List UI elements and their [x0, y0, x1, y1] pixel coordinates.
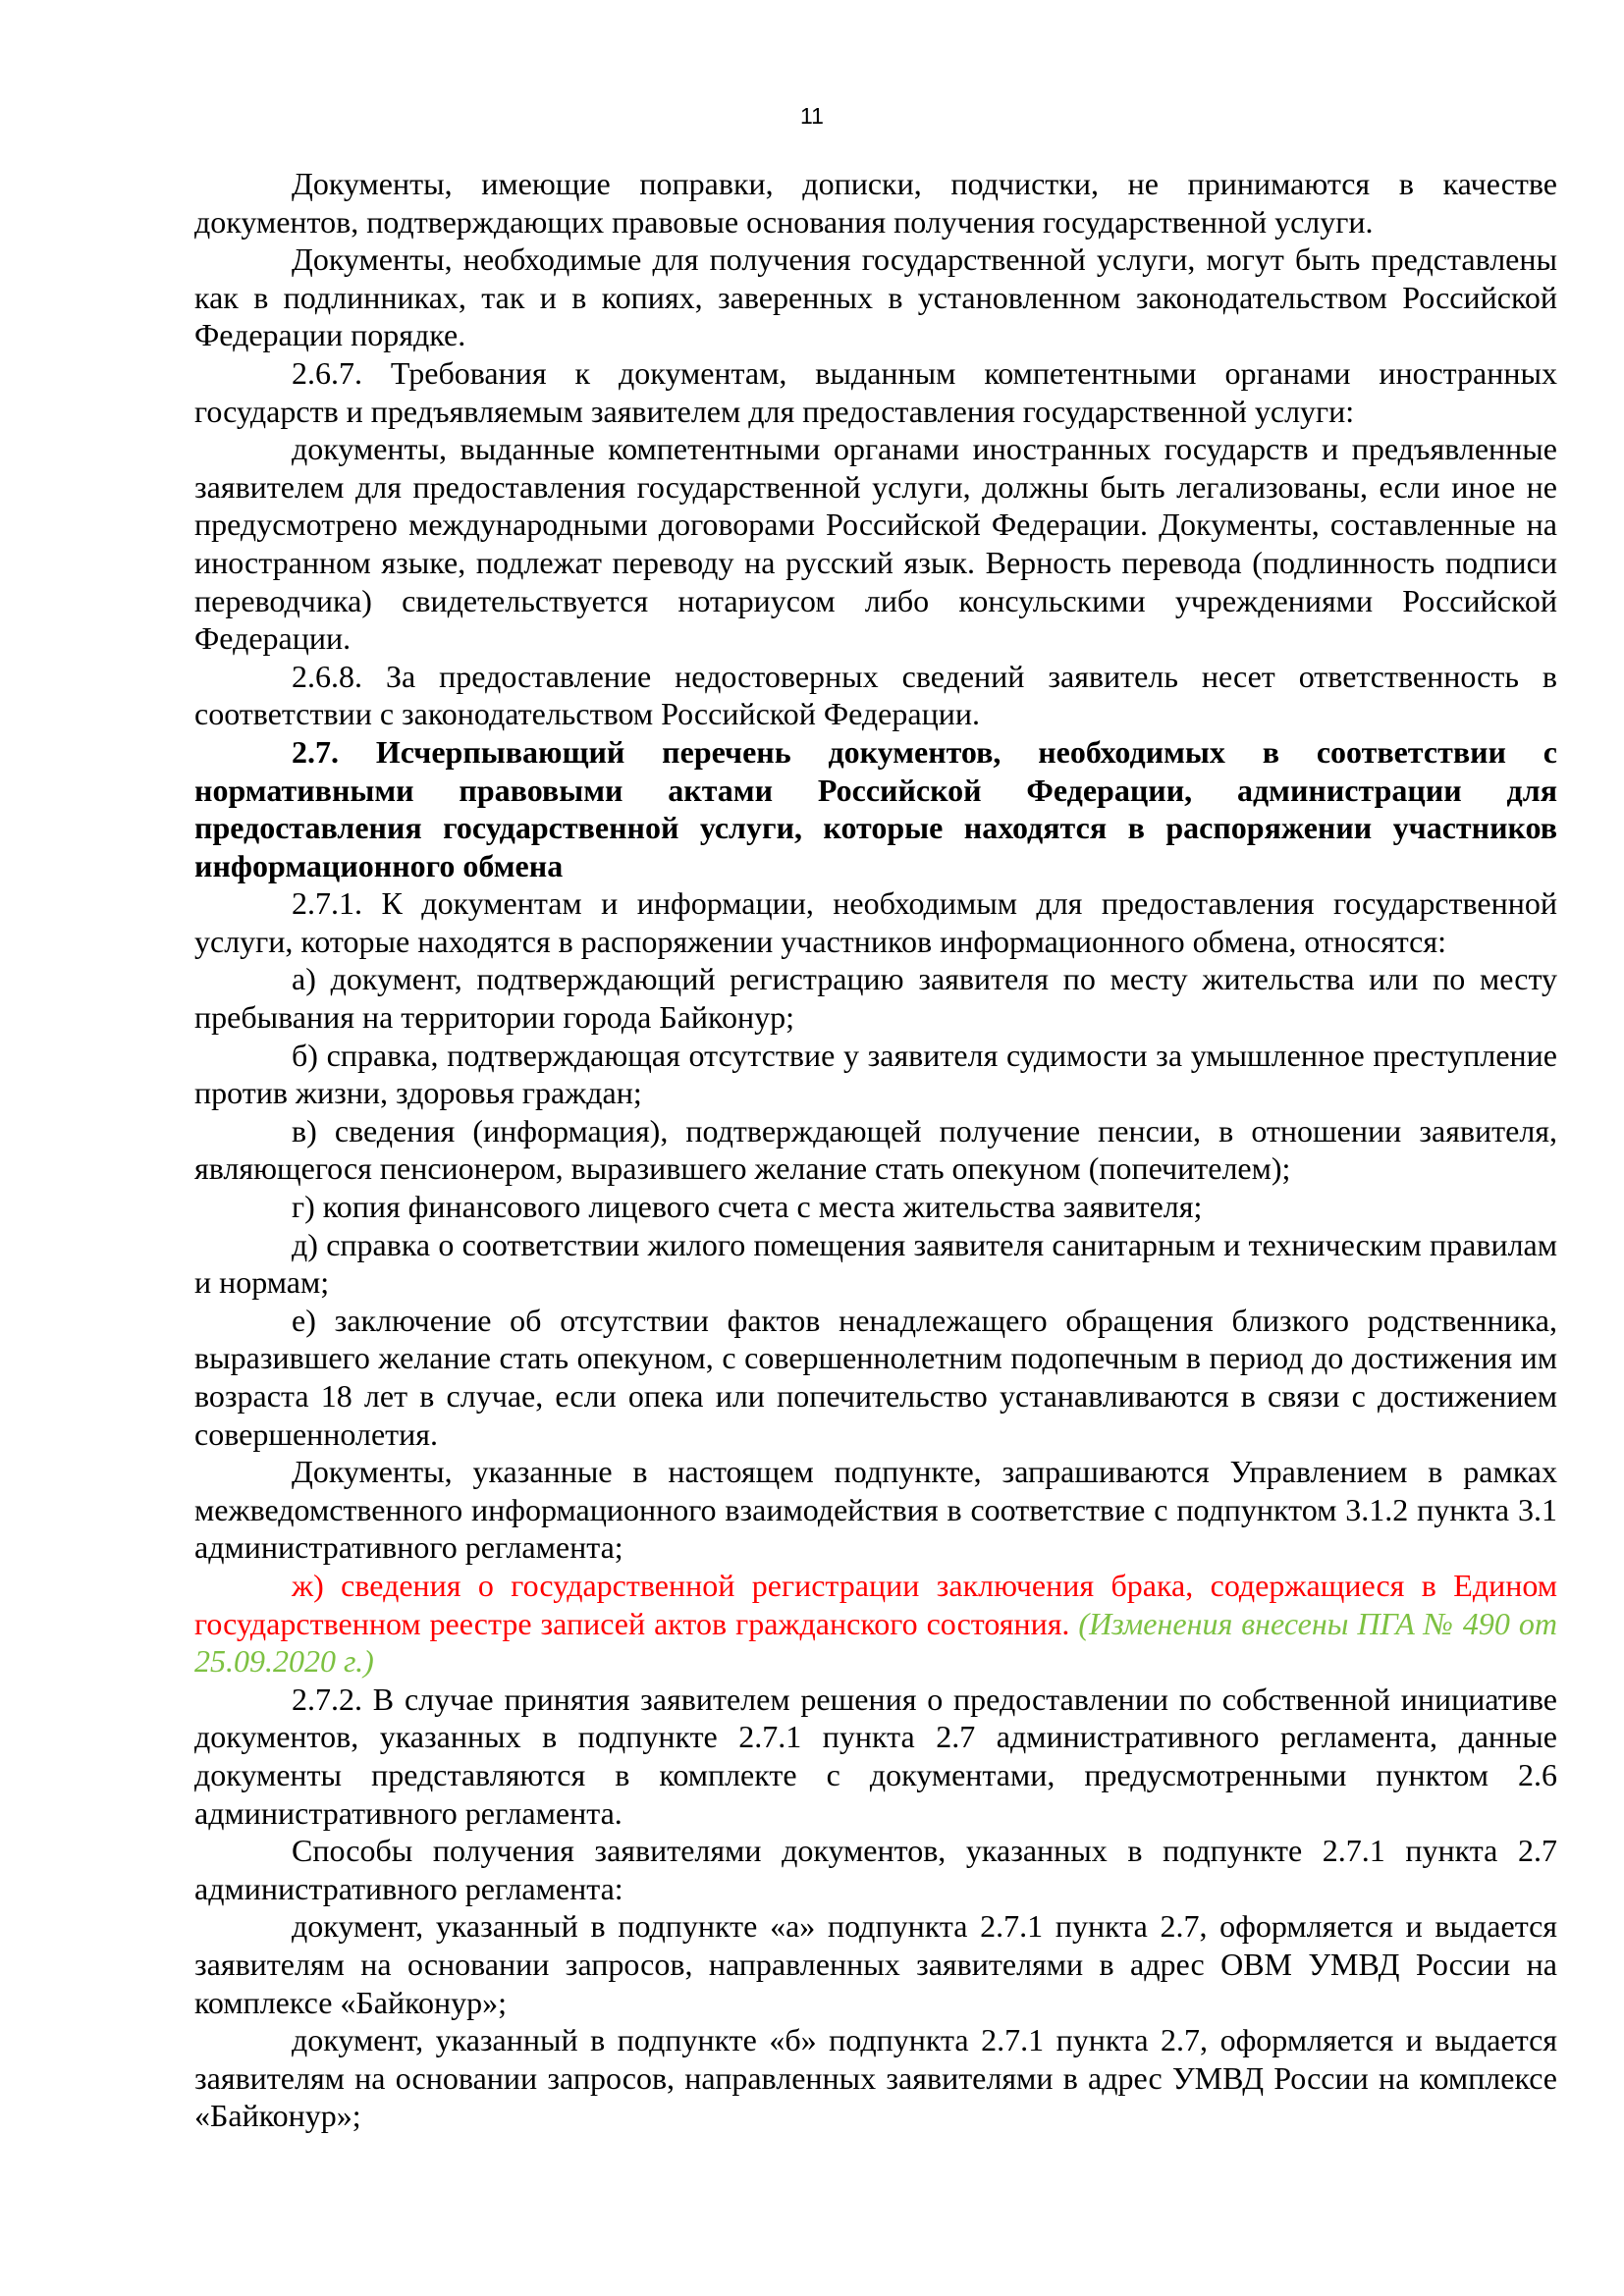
paragraph: Способы получения заявителями документов, указанных в подпункте 2.7.1 пункта 2.7 административного регламента:	[194, 1833, 1557, 1906]
page-number: 11	[800, 103, 824, 129]
amendment-note: (Изменения внесены ПГА № 490 от 25.09.2020 г.)	[194, 1605, 1558, 1680]
paragraph: 2.6.8. За предоставление недостоверных сведений заявитель несет ответственность в соответствии с законодательством Российской Федерации.	[194, 658, 1557, 732]
list-item: а) документ, подтверждающий регистрацию заявителя по месту жительства или по месту пребывания на территории города Байконур;	[194, 961, 1557, 1036]
paragraph: документ, указанный в подпункте «б» подпункта 2.7.1 пункта 2.7, оформляется и выдается заявителям на основании запросов, направленных заявителями в адрес УМВД России на комплексе «Байконур»;	[194, 2022, 1557, 2134]
amendment-paragraph	[194, 1567, 1557, 1681]
list-item: г) копия финансового лицевого счета с места жительства заявителя;	[292, 1189, 1203, 1225]
paragraph: Документы, указанные в настоящем подпункте, запрашиваются Управлением в рамках межведомственного информационного взаимодействия в соответствие с подпунктом 3.1.2 пункта 3.1 административного регламента;	[194, 1454, 1557, 1566]
paragraph: документы, выданные компетентными органами иностранных государств и предъявленные заявителем для предоставления государственной услуги, должны быть легализованы, если иное не предусмотрено международными договорами Российской Федерации. Документы, составленные на иностранном языке, подлежат переводу на русский язык. Верность перевода (подлинность подписи переводчика) свидетельствуется нотариусом либо консульскими учреждениями Российской Федерации.	[194, 431, 1557, 657]
paragraph: 2.7.1. К документам и информации, необходимым для предоставления государственной услуги, которые находятся в распоряжении участников информационного обмена, относятся:	[194, 885, 1557, 959]
amendment-text: ж) сведения о государственной регистрации заключения брака, содержащиеся в Едином государственном реестре записей актов гражданского состояния.	[194, 1567, 1557, 1641]
document-body	[194, 165, 1557, 2135]
paragraph: Документы, необходимые для получения государственной услуги, могут быть представлены как в подлинниках, так и в копиях, заверенных в установленном законодательством Российской Федерации порядке.	[194, 241, 1557, 353]
section-heading: 2.7. Исчерпывающий перечень документов, необходимых в соответствии с нормативными правовыми актами Российской Федерации, администрации для предоставления государственной услуги, которые находятся в распоряжении участников информационного обмена	[194, 733, 1557, 883]
list-item: б) справка, подтверждающая отсутствие у заявителя судимости за умышленное преступление против жизни, здоровья граждан;	[194, 1037, 1557, 1111]
list-item: е) заключение об отсутствии фактов ненадлежащего обращения близкого родственника, выразившего желание стать опекуном, с совершеннолетним подопечным в период до достижения им возраста 18 лет в случае, если опека или попечительство устанавливаются в связи с достижением совершеннолетия.	[194, 1302, 1557, 1452]
list-item: д) справка о соответствии жилого помещения заявителя санитарным и техническим правилам и нормам;	[194, 1226, 1557, 1301]
paragraph: 2.6.7. Требования к документам, выданным компетентными органами иностранных государств и предъявляемым заявителем для предоставления государственной услуги:	[194, 354, 1557, 429]
list-item: в) сведения (информация), подтверждающей получение пенсии, в отношении заявителя, являющегося пенсионером, выразившего желание стать опекуном (попечителем);	[194, 1112, 1557, 1187]
paragraph: документ, указанный в подпункте «а» подпункта 2.7.1 пункта 2.7, оформляется и выдается заявителям на основании запросов, направленных заявителями в адрес ОВМ УМВД России на комплексе «Байконур»;	[194, 1908, 1557, 2020]
paragraph: Документы, имеющие поправки, дописки, подчистки, не принимаются в качестве документов, подтверждающих правовые основания получения государственной услуги.	[194, 166, 1557, 240]
paragraph: 2.7.2. В случае принятия заявителем решения о предоставлении по собственной инициативе документов, указанных в подпункте 2.7.1 пункта 2.7 административного регламента, данные документы представляются в комплекте с документами, предусмотренными пунктом 2.6 административного регламента.	[194, 1681, 1557, 1831]
